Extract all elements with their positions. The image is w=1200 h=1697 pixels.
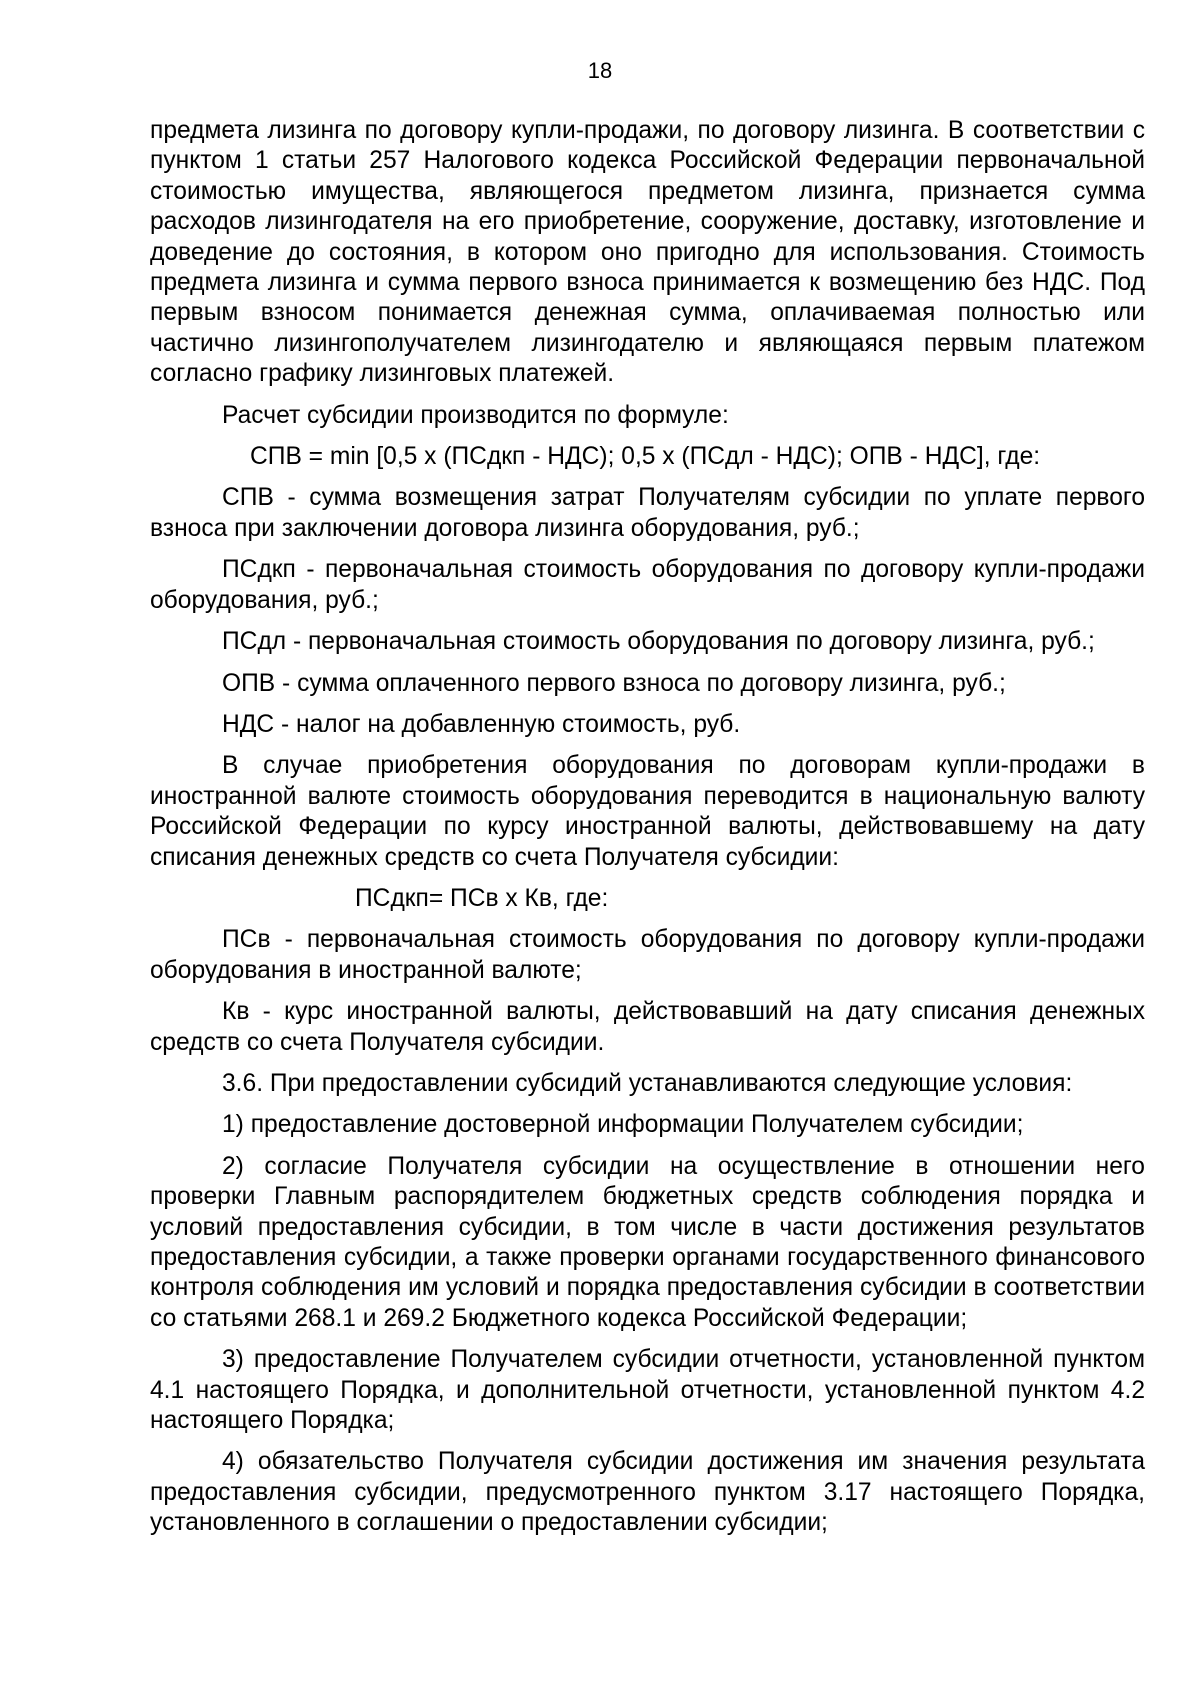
definition-psdl: ПСдл - первоначальная стоимость оборудования по договору лизинга, руб.; <box>222 628 1095 656</box>
definition-nds: НДС - налог на добавленную стоимость, руб. <box>222 710 741 738</box>
formula-spv: СПВ = min [0,5 x (ПСдкп - НДС); 0,5 x (ПСдл - НДС); ОПВ - НДС], где: <box>250 443 1041 471</box>
definition-psv: ПСв - первоначальная стоимость оборудования по договору купли-продажи оборудования в иностранной валюте; <box>150 926 1145 984</box>
document-body <box>150 116 1145 1550</box>
condition-item-3: 3) предоставление Получателем субсидии отчетности, установленной пунктом 4.1 настоящего Порядка, и дополнительной отчетности, установленной пунктом 4.2 настоящего Порядка; <box>150 1346 1145 1435</box>
definition-kv: Кв - курс иностранной валюты, действовавший на дату списания денежных средств со счета Получателя субсидии. <box>150 998 1145 1056</box>
paragraph-leasing-cost: предмета лизинга по договору купли-продажи, по договору лизинга. В соответствии с пунктом 1 статьи 257 Налогового кодекса Российской Федерации первоначальной стоимостью имущества, являющегося предметом лизинга, признается сумма расходов лизингодателя на его приобретение, сооружение, доставку, изготовление и доведение до состояния, в котором оно пригодно для использования. Стоимость предмета лизинга и сумма первого взноса принимается к возмещению без НДС. Под первым взносом понимается денежная сумма, оплачиваемая полностью или частично лизингополучателем лизингодателю и являющаяся первым платежом согласно графику лизинговых платежей. <box>150 117 1145 388</box>
definition-psdkp: ПСдкп - первоначальная стоимость оборудования по договору купли-продажи оборудования, руб.; <box>150 556 1145 614</box>
page-number: 18 <box>587 58 613 83</box>
definition-spv: СПВ - сумма возмещения затрат Получателям субсидии по уплате первого взноса при заключении договора лизинга оборудования, руб.; <box>150 484 1145 542</box>
paragraph-calculation-intro: Расчет субсидии производится по формуле: <box>222 401 729 429</box>
condition-item-1: 1) предоставление достоверной информации Получателем субсидии; <box>222 1111 1024 1139</box>
condition-item-2: 2) согласие Получателя субсидии на осуществление в отношении него проверки Главным распорядителем бюджетных средств соблюдения порядка и условий предоставления субсидии, в том числе в части достижения результатов предоставления субсидии, а также проверки органами государственного финансового контроля соблюдения им условий и порядка предоставления субсидии в соответствии со статьями 268.1 и 269.2 Бюджетного кодекса Российской Федерации; <box>150 1152 1145 1332</box>
formula-psdkp: ПСдкп= ПСв x Кв, где: <box>355 884 609 912</box>
definition-opv: ОПВ - сумма оплаченного первого взноса по договору лизинга, руб.; <box>222 669 1006 697</box>
section-3-6-heading: 3.6. При предоставлении субсидий устанавливаются следующие условия: <box>222 1069 1073 1097</box>
condition-item-4: 4) обязательство Получателя субсидии достижения им значения результата предоставления субсидии, предусмотренного пунктом 3.17 настоящего Порядка, установленного в соглашении о предоставлении субсидии; <box>150 1448 1145 1537</box>
paragraph-foreign-currency: В случае приобретения оборудования по договорам купли-продажи в иностранной валюте стоимость оборудования переводится в национальную валюту Российской Федерации по курсу иностранной валюты, действовавшему на дату списания денежных средств со счета Получателя субсидии: <box>150 752 1145 871</box>
